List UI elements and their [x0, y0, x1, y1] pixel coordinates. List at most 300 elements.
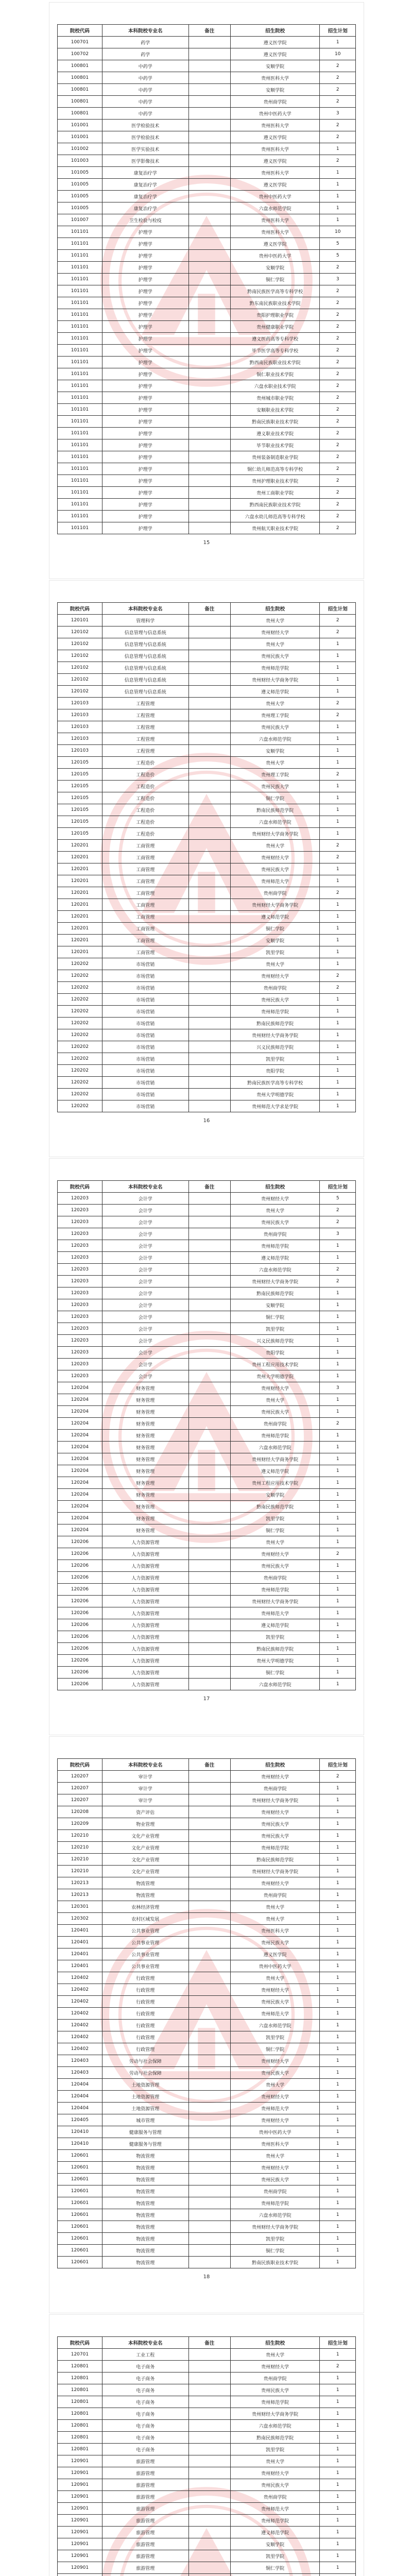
- table-cell: 人力资源管理: [102, 1667, 188, 1679]
- table-row: [58, 2150, 356, 2162]
- table-row: [58, 2503, 356, 2515]
- table-cell: 贵州理工学院: [230, 769, 320, 781]
- table-row: [58, 650, 356, 662]
- table-cell: 财务管理: [102, 1465, 188, 1477]
- table-cell: [188, 2020, 230, 2031]
- page-number: 18: [203, 2274, 210, 2280]
- table-cell: 六盘水师范学院: [230, 202, 320, 214]
- table-row: [58, 333, 356, 345]
- table-cell: 黔西南民族职业技术学院: [230, 499, 320, 511]
- table-cell: [188, 662, 230, 674]
- table-cell: 贵州财经大学商务学院: [230, 674, 320, 686]
- table-cell: 凯里学院: [230, 946, 320, 958]
- table-cell: [188, 970, 230, 982]
- table-cell: 会计学: [102, 1299, 188, 1311]
- table-cell: 120901: [58, 2467, 102, 2479]
- table-cell: 贵州民族大学: [230, 1216, 320, 1228]
- table-cell: 物流管理: [102, 1889, 188, 1901]
- table-cell: [188, 285, 230, 297]
- table-cell: 2: [320, 1216, 356, 1228]
- table-row: [58, 769, 356, 781]
- table-cell: 120210: [58, 1854, 102, 1866]
- table-cell: 工商管理: [102, 887, 188, 899]
- table-cell: 贵州医科大学: [230, 226, 320, 238]
- table-cell: 市场营销: [102, 982, 188, 994]
- table-cell: [188, 214, 230, 226]
- table-cell: 2: [320, 1264, 356, 1276]
- table-row: [58, 2538, 356, 2550]
- table-cell: 101101: [58, 416, 102, 428]
- table-cell: 贵州民族大学: [230, 994, 320, 1006]
- table-cell: 贵州财经大学商务学院: [230, 1029, 320, 1041]
- table-cell: 120202: [58, 1100, 102, 1112]
- table-cell: 护理学: [102, 226, 188, 238]
- table-cell: 1: [320, 923, 356, 935]
- table-cell: 人力资源管理: [102, 1596, 188, 1607]
- table-cell: 工程管理: [102, 733, 188, 745]
- table-cell: 贵州民族大学: [230, 863, 320, 875]
- table-cell: 10: [320, 226, 356, 238]
- table-cell: [188, 1323, 230, 1335]
- table-cell: 120103: [58, 745, 102, 757]
- table-row: [58, 297, 356, 309]
- table-cell: 贵州财经大学: [230, 2091, 320, 2103]
- table-cell: 文化产业管理: [102, 1866, 188, 1877]
- table-cell: 120202: [58, 1077, 102, 1089]
- table-cell: 2: [320, 404, 356, 416]
- table-cell: 101101: [58, 262, 102, 274]
- table-cell: 人力资源管理: [102, 1560, 188, 1572]
- table-cell: 2: [320, 262, 356, 274]
- table-cell: [188, 167, 230, 179]
- table-cell: 贵州财经大学: [230, 2055, 320, 2067]
- table-cell: 1: [320, 2138, 356, 2150]
- table-cell: 1: [320, 733, 356, 745]
- table-row: [58, 1053, 356, 1065]
- table-cell: 电子商务: [102, 2361, 188, 2372]
- table-row: [58, 1216, 356, 1228]
- table-cell: [188, 1925, 230, 1937]
- table-row: [58, 781, 356, 792]
- table-row: [58, 1806, 356, 1818]
- table-cell: 1: [320, 1018, 356, 1029]
- table-cell: [188, 250, 230, 262]
- table-cell: 贵州大学明德学院: [230, 1089, 320, 1100]
- table-cell: 5: [320, 1193, 356, 1205]
- table-cell: 贵州民族大学: [230, 2174, 320, 2185]
- table-header-row: [58, 1759, 356, 1771]
- table-cell: 100701: [58, 37, 102, 48]
- table-cell: 101001: [58, 131, 102, 143]
- table-cell: 信息管理与信息系统: [102, 686, 188, 698]
- table-cell: 120105: [58, 781, 102, 792]
- table-cell: 凯里学院: [230, 2550, 320, 2562]
- table-cell: 信息管理与信息系统: [102, 650, 188, 662]
- table-cell: [188, 2103, 230, 2114]
- table-cell: 六盘水师范学院: [230, 2020, 320, 2031]
- table-cell: [188, 1193, 230, 1205]
- table-cell: [188, 2257, 230, 2268]
- table-cell: [188, 982, 230, 994]
- table-cell: 120801: [58, 2432, 102, 2444]
- table-cell: 物流管理: [102, 2150, 188, 2162]
- table-cell: 贵州商学院: [230, 1228, 320, 1240]
- table-row: [58, 1335, 356, 1347]
- table-cell: 1: [320, 2527, 356, 2538]
- table-cell: 护理学: [102, 463, 188, 475]
- table-cell: 遵义医学院: [230, 155, 320, 167]
- table-cell: [188, 487, 230, 499]
- table-cell: 120207: [58, 1771, 102, 1783]
- table-cell: 会计学: [102, 1193, 188, 1205]
- table-cell: 安顺学院: [230, 935, 320, 946]
- table-cell: [188, 1596, 230, 1607]
- table-cell: 101002: [58, 143, 102, 155]
- table-cell: [188, 852, 230, 863]
- table-row: [58, 2055, 356, 2067]
- table-cell: 公共事业管理: [102, 1937, 188, 1948]
- table-row: [58, 1794, 356, 1806]
- table-cell: [188, 262, 230, 274]
- table-cell: [188, 2079, 230, 2091]
- table-cell: 中药学: [102, 108, 188, 120]
- table-cell: 旅游管理: [102, 2503, 188, 2515]
- table-cell: 贵州师范大学: [230, 2103, 320, 2114]
- table-cell: 101101: [58, 499, 102, 511]
- table-cell: [188, 638, 230, 650]
- table-cell: 1: [320, 1679, 356, 1690]
- table-cell: 贵州师范学院: [230, 1240, 320, 1252]
- table-cell: 1: [320, 650, 356, 662]
- table-row: [58, 2455, 356, 2467]
- table-cell: 1: [320, 1619, 356, 1631]
- table-cell: [188, 191, 230, 202]
- table-cell: 1: [320, 2114, 356, 2126]
- table-cell: 1: [320, 2491, 356, 2503]
- table-row: [58, 1901, 356, 1913]
- table-cell: 铜仁学院: [230, 2245, 320, 2257]
- table-cell: [188, 816, 230, 828]
- table-row: [58, 804, 356, 816]
- table-cell: [188, 721, 230, 733]
- table-row: [58, 1866, 356, 1877]
- table-cell: 1: [320, 2372, 356, 2384]
- table-cell: [188, 2233, 230, 2245]
- table-cell: 凯里学院: [230, 1631, 320, 1643]
- table-cell: 贵州财经大学: [230, 1382, 320, 1394]
- column-header: 本科院校专业名: [102, 25, 188, 37]
- table-cell: 工商管理: [102, 840, 188, 852]
- table-row: [58, 1465, 356, 1477]
- table-cell: 贵州师范学院: [230, 1006, 320, 1018]
- table-row: [58, 863, 356, 875]
- column-header: 招生院校: [230, 2337, 320, 2349]
- table-cell: 2: [320, 626, 356, 638]
- document-page: [49, 2314, 364, 2576]
- table-cell: 工程管理: [102, 709, 188, 721]
- table-row: [58, 2233, 356, 2245]
- table-cell: [188, 1830, 230, 1842]
- table-cell: 工程造价: [102, 769, 188, 781]
- table-cell: 凯里学院: [230, 2031, 320, 2043]
- table-cell: 贵州大学: [230, 1901, 320, 1913]
- table-cell: 贵州商学院: [230, 1572, 320, 1584]
- table-cell: 工业工程: [102, 2349, 188, 2361]
- table-cell: 120203: [58, 1299, 102, 1311]
- table-cell: 贵州师范学院: [230, 1842, 320, 1854]
- table-row: [58, 2420, 356, 2432]
- table-cell: 120410: [58, 2138, 102, 2150]
- table-cell: 物流管理: [102, 2162, 188, 2174]
- table-cell: 文化产业管理: [102, 1830, 188, 1842]
- table-row: [58, 2091, 356, 2103]
- table-cell: 120801: [58, 2396, 102, 2408]
- table-cell: 120213: [58, 1889, 102, 1901]
- table-cell: 120103: [58, 709, 102, 721]
- table-cell: 2: [320, 769, 356, 781]
- table-row: [58, 1596, 356, 1607]
- table-cell: 遵义师范学院: [230, 2527, 320, 2538]
- table-cell: [188, 2091, 230, 2103]
- table-cell: 贵州财经大学商务学院: [230, 1596, 320, 1607]
- table-cell: [188, 1347, 230, 1359]
- table-cell: 安顺学院: [230, 60, 320, 72]
- table-cell: 黔南民族师范学院: [230, 1854, 320, 1866]
- table-row: [58, 733, 356, 745]
- table-row: [58, 368, 356, 380]
- table-cell: 审计学: [102, 1794, 188, 1806]
- table-cell: 贵州财经大学商务学院: [230, 1276, 320, 1287]
- table-row: [58, 451, 356, 463]
- table-cell: 工商管理: [102, 875, 188, 887]
- table-cell: 土地资源管理: [102, 2103, 188, 2114]
- table-cell: 101005: [58, 179, 102, 191]
- table-cell: 财务管理: [102, 1418, 188, 1430]
- table-cell: [188, 1960, 230, 1972]
- table-cell: 贵州民族大学: [230, 1406, 320, 1418]
- table-cell: 会计学: [102, 1323, 188, 1335]
- table-cell: 物流管理: [102, 2233, 188, 2245]
- column-header: 招生计划: [320, 603, 356, 615]
- table-cell: 贵州财经大学商务学院: [230, 1453, 320, 1465]
- table-cell: 1: [320, 2020, 356, 2031]
- table-cell: 120401: [58, 1925, 102, 1937]
- table-cell: [230, 2574, 320, 2576]
- table-cell: 101101: [58, 392, 102, 404]
- table-cell: 中药学: [102, 60, 188, 72]
- table-cell: 120201: [58, 899, 102, 911]
- table-cell: 中药学: [102, 84, 188, 96]
- table-row: [58, 202, 356, 214]
- table-cell: 遵义师范学院: [230, 1465, 320, 1477]
- table-cell: 黔南民族师范学院: [230, 804, 320, 816]
- table-row: [58, 37, 356, 48]
- table-cell: 120206: [58, 1607, 102, 1619]
- table-cell: 120301: [58, 1901, 102, 1913]
- table-cell: 120801: [58, 2372, 102, 2384]
- table-cell: 101101: [58, 285, 102, 297]
- table-cell: 1: [320, 1960, 356, 1972]
- table-cell: [188, 2432, 230, 2444]
- table-header-row: [58, 603, 356, 615]
- table-cell: 市场营销: [102, 1065, 188, 1077]
- table-cell: [188, 2467, 230, 2479]
- table-cell: [188, 1984, 230, 1996]
- table-cell: 兴义民族师范学院: [230, 1335, 320, 1347]
- table-cell: 健康服务与管理: [102, 2126, 188, 2138]
- table-cell: 土地资源管理: [102, 2079, 188, 2091]
- table-row: [58, 2174, 356, 2185]
- table-cell: 贵州大学: [230, 2079, 320, 2091]
- table-row: [58, 2467, 356, 2479]
- table-cell: 1: [320, 2432, 356, 2444]
- table-cell: 会计学: [102, 1311, 188, 1323]
- table-cell: 安顺职业技术学院: [230, 404, 320, 416]
- table-cell: [188, 1299, 230, 1311]
- table-cell: 文化产业管理: [102, 1842, 188, 1854]
- table-row: [58, 1359, 356, 1370]
- table-cell: 中药学: [102, 72, 188, 84]
- table-cell: 1: [320, 792, 356, 804]
- table-cell: 市场营销: [102, 958, 188, 970]
- table-cell: 康复治疗学: [102, 167, 188, 179]
- table-cell: 农林经济管理: [102, 1901, 188, 1913]
- table-cell: 2: [320, 60, 356, 72]
- table-cell: [188, 1913, 230, 1925]
- table-row: [58, 487, 356, 499]
- table-cell: 120202: [58, 970, 102, 982]
- table-cell: 2: [320, 499, 356, 511]
- table-row: [58, 2020, 356, 2031]
- table-cell: 旅游管理: [102, 2515, 188, 2527]
- table-cell: [188, 2515, 230, 2527]
- table-cell: 贵州民族大学: [230, 721, 320, 733]
- table-cell: 2: [320, 487, 356, 499]
- table-cell: [188, 1382, 230, 1394]
- table-cell: 1: [320, 757, 356, 769]
- table-cell: 卫生检验与检疫: [102, 214, 188, 226]
- table-cell: 安顺学院: [230, 262, 320, 274]
- table-cell: [188, 1335, 230, 1347]
- table-cell: 人力资源管理: [102, 1655, 188, 1667]
- table-cell: 护理学: [102, 451, 188, 463]
- table-cell: 贵州大学: [230, 2455, 320, 2467]
- table-cell: 120213: [58, 1877, 102, 1889]
- table-cell: 电子商务: [102, 2444, 188, 2455]
- table-cell: 120901: [58, 2515, 102, 2527]
- table-cell: 财务管理: [102, 1524, 188, 1536]
- table-cell: 安顺学院: [230, 1489, 320, 1501]
- table-cell: 贵州财经大学商务学院: [230, 828, 320, 840]
- table-cell: [188, 745, 230, 757]
- table-row: [58, 946, 356, 958]
- table-row: [58, 1006, 356, 1018]
- table-row: [58, 1323, 356, 1335]
- table-row: [58, 1524, 356, 1536]
- table-cell: 黔南民族师范学院: [230, 2432, 320, 2444]
- table-cell: 黔东南民族职业技术学院: [230, 297, 320, 309]
- table-cell: 物流管理: [102, 1877, 188, 1889]
- table-row: [58, 1065, 356, 1077]
- table-cell: 工商管理: [102, 899, 188, 911]
- table-row: [58, 2103, 356, 2114]
- table-cell: 1: [320, 1667, 356, 1679]
- table-cell: [188, 1430, 230, 1442]
- table-cell: 工商管理: [102, 935, 188, 946]
- table-cell: [188, 2420, 230, 2432]
- table-cell: 120203: [58, 1193, 102, 1205]
- table-cell: [188, 935, 230, 946]
- table-cell: [188, 428, 230, 439]
- table-cell: 101101: [58, 451, 102, 463]
- table-cell: 10: [320, 48, 356, 60]
- table-cell: [188, 1619, 230, 1631]
- table-cell: 1: [320, 686, 356, 698]
- table-cell: 120102: [58, 686, 102, 698]
- column-header: 本科院校专业名: [102, 603, 188, 615]
- table-cell: 1: [320, 1477, 356, 1489]
- table-cell: 2: [320, 392, 356, 404]
- table-cell: 贵州大学明德学院: [230, 1655, 320, 1667]
- table-cell: 2: [320, 380, 356, 392]
- table-cell: 120102: [58, 638, 102, 650]
- table-cell: 护理学: [102, 285, 188, 297]
- table-cell: 1: [320, 2174, 356, 2185]
- table-cell: 1: [320, 1937, 356, 1948]
- table-cell: 贵州商学院: [230, 2491, 320, 2503]
- table-cell: [188, 2126, 230, 2138]
- table-cell: 凯里学院: [230, 2444, 320, 2455]
- table-cell: 3: [320, 108, 356, 120]
- table-row: [58, 745, 356, 757]
- table-cell: 120210: [58, 1842, 102, 1854]
- table-cell: 凯里学院: [230, 1053, 320, 1065]
- table-cell: 120201: [58, 911, 102, 923]
- table-cell: 六盘水师范学院: [230, 2420, 320, 2432]
- table-cell: 公共事业管理: [102, 1948, 188, 1960]
- table-cell: 120203: [58, 1335, 102, 1347]
- table-cell: 1: [320, 2197, 356, 2209]
- table-cell: [188, 2055, 230, 2067]
- table-cell: 1: [320, 1972, 356, 1984]
- table-cell: 工程管理: [102, 745, 188, 757]
- table-row: [58, 1287, 356, 1299]
- table-row: [58, 179, 356, 191]
- table-cell: 120402: [58, 1972, 102, 1984]
- table-cell: 120204: [58, 1453, 102, 1465]
- table-cell: 1: [320, 1655, 356, 1667]
- table-cell: 2: [320, 285, 356, 297]
- table-row: [58, 1501, 356, 1513]
- table-cell: 1: [320, 816, 356, 828]
- table-row: [58, 982, 356, 994]
- column-header: 本科院校专业名: [102, 1759, 188, 1771]
- table-cell: 市场营销: [102, 1100, 188, 1112]
- table-cell: 120204: [58, 1489, 102, 1501]
- table-cell: [188, 1783, 230, 1794]
- table-cell: 120601: [58, 2221, 102, 2233]
- table-cell: 人力资源管理: [102, 1584, 188, 1596]
- table-cell: 120206: [58, 1572, 102, 1584]
- table-row: [58, 709, 356, 721]
- table-cell: 120209: [58, 1818, 102, 1830]
- table-cell: 120204: [58, 1477, 102, 1489]
- table-row: [58, 2031, 356, 2043]
- table-cell: 会计学: [102, 1216, 188, 1228]
- table-cell: 100801: [58, 96, 102, 108]
- table-cell: 120901: [58, 2455, 102, 2467]
- table-cell: [188, 2031, 230, 2043]
